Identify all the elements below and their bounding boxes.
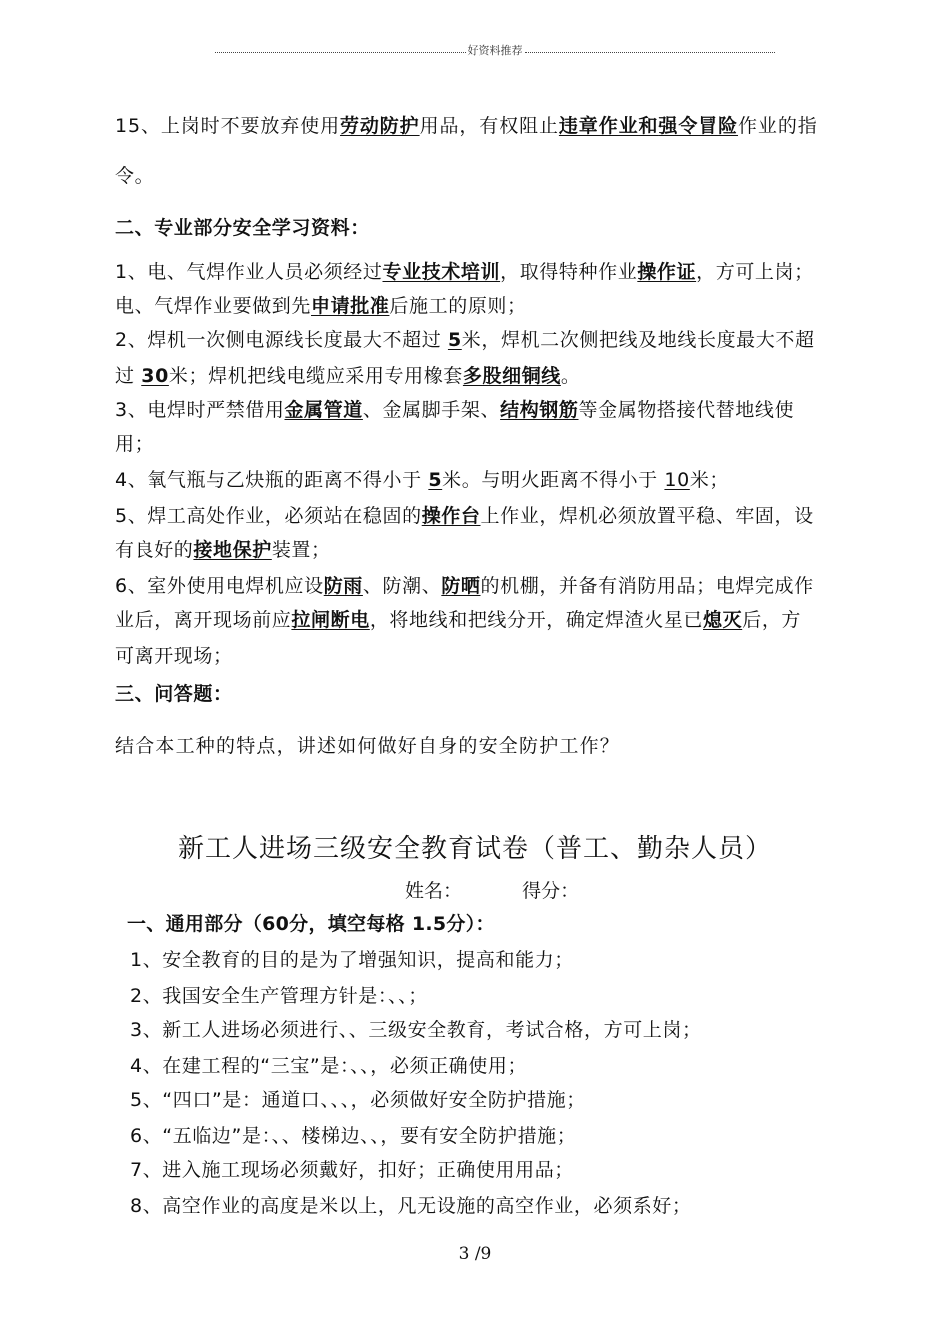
answer: 结构钢筋 [500, 399, 579, 421]
text: 的机棚，并备有消防用品；电焊完成作 [480, 575, 814, 597]
exam-item: 4、在建工程的“三宝”是：、、，必须正确使用； [130, 1055, 528, 1077]
answer: 5 [447, 329, 462, 351]
p2-line2 [115, 364, 581, 388]
p5-line1 [115, 504, 814, 528]
header-dots-right [525, 52, 776, 53]
text: 、金属脚手架、 [362, 399, 501, 421]
answer: 劳动防护 [339, 115, 420, 137]
text: 米；焊机把线电缆应采用专用橡套 [168, 365, 463, 387]
p3-line2: 用； [115, 433, 155, 455]
answer: 操作证 [637, 261, 697, 283]
name-label: 姓名： [405, 880, 463, 902]
answer: 接地保护 [193, 539, 272, 561]
text: ，将地线和把线分开，确定焊渣火星已 [369, 609, 704, 631]
exam-item: 2、我国安全生产管理方针是：、、； [130, 985, 428, 1007]
p2-line1 [115, 328, 815, 352]
text: 后，方 [742, 609, 802, 631]
answer: 10 [664, 469, 690, 491]
answer: 专业技术培训 [382, 261, 501, 283]
answer: 金属管道 [284, 399, 363, 421]
text: ，方可上岗； [696, 261, 814, 283]
section-1-heading: 一、通用部分（60分，填空每格 1.5分）： [127, 913, 495, 935]
text: 作业的指 [738, 115, 818, 137]
exam-item: 5、“四口”是：通道口、、、，必须做好安全防护措施； [130, 1089, 586, 1111]
p6-line1 [115, 574, 814, 598]
text: 上作业，焊机必须放置平稳、牢固，设 [480, 505, 814, 527]
exam-title: 新工人进场三级安全教育试卷（普工、勤杂人员） [177, 834, 772, 864]
text: 6、室外使用电焊机应设 [115, 575, 324, 597]
header-text: 好资料推荐 [467, 44, 523, 57]
answer: 5 [428, 469, 443, 491]
text: 过 [115, 365, 142, 387]
text: 装置； [271, 539, 331, 561]
answer: 申请批准 [311, 295, 390, 317]
answer: 30 [141, 365, 169, 387]
page-number: 3 /9 [458, 1244, 492, 1264]
name-score-row [405, 876, 579, 903]
item-15-line1 [115, 114, 818, 138]
text: 等金属物搭接代替地线使 [578, 399, 795, 421]
header-dots-left [215, 52, 466, 53]
answer: 多股细铜线 [462, 365, 561, 387]
exam-item: 1、安全教育的目的是为了增强知识，提高和能力； [130, 949, 574, 971]
score-label: 得分： [522, 880, 580, 902]
text: 业后，离开现场前应 [115, 609, 292, 631]
item-15-line2: 令。 [115, 165, 155, 187]
answer: 熄灭 [703, 609, 743, 631]
answer: 防晒 [441, 575, 481, 597]
exam-item: 7、进入施工现场必须戴好，扣好；正确使用用品； [130, 1159, 574, 1181]
text: 1、电、气焊作业人员必须经过 [115, 261, 383, 283]
answer: 违章作业 [558, 115, 639, 137]
text: 米； [689, 469, 730, 491]
answer: 操作台 [421, 505, 481, 527]
question-text: 结合本工种的特点，讲述如何做好自身的安全防护工作？ [115, 735, 621, 757]
text: 米。与明火距离不得小于 [442, 469, 665, 491]
text: 15、上岗时不要放弃使用 [115, 115, 340, 137]
text: 电、气焊作业要做到先 [115, 295, 312, 317]
text: 、防潮、 [362, 575, 442, 597]
exam-item: 8、高空作业的高度是米以上，凡无设施的高空作业，必须系好； [130, 1195, 692, 1217]
answer: 拉闸断电 [291, 609, 370, 631]
p4-line [115, 468, 729, 492]
p6-line2 [115, 608, 801, 632]
p6-line3: 可离开现场； [115, 645, 233, 667]
page-header [215, 40, 775, 60]
text: ，取得特种作业 [500, 261, 638, 283]
text: 5、焊工高处作业，必须站在稳固的 [115, 505, 422, 527]
answer: 和 [638, 115, 659, 137]
text: 2、焊机一次侧电源线长度最大不超过 [115, 329, 448, 351]
text: 后施工的原则； [389, 295, 527, 317]
text: 米，焊机二次侧把线及地线长度最大不超 [461, 329, 815, 351]
text: 4、氧气瓶与乙炔瓶的距离不得小于 [115, 469, 429, 491]
section-3-heading: 三、问答题： [115, 683, 233, 705]
exam-item: 6、“五临边”是：、、楼梯边、、，要有安全防护措施； [130, 1125, 577, 1147]
answer: 防雨 [323, 575, 363, 597]
p5-line2 [115, 538, 331, 562]
p1-line1 [115, 260, 814, 284]
answer: 强令冒险 [658, 115, 739, 137]
section-2-heading: 二、专业部分安全学习资料： [115, 217, 370, 239]
exam-item: 3、新工人进场必须进行、、三级安全教育，考试合格，方可上岗； [130, 1019, 702, 1041]
text: 用品，有权阻止 [419, 115, 559, 137]
text: 有良好的 [115, 539, 194, 561]
text: 。 [560, 365, 581, 387]
p3-line1 [115, 398, 794, 422]
p1-line2 [115, 294, 527, 318]
text: 3、电焊时严禁借用 [115, 399, 285, 421]
